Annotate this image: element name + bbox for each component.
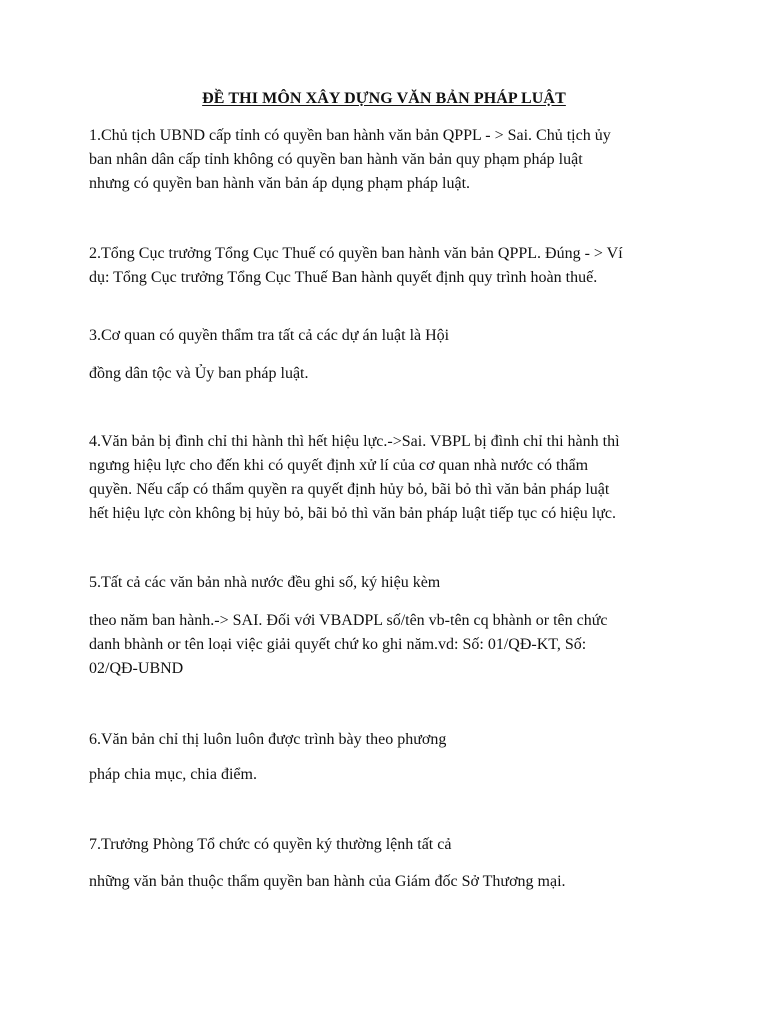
text-line: đồng dân tộc và Ủy ban pháp luật. <box>89 365 309 382</box>
question-5-body <box>89 609 689 681</box>
question-2 <box>89 242 689 290</box>
text-line: ngưng hiệu lực cho đến khi có quyết định xử lí của cơ quan nhà nước có thẩm <box>89 457 589 474</box>
text-line: 5.Tất cả các văn bản nhà nước đều ghi số, ký hiệu kèm <box>89 574 441 591</box>
question-3-line-b <box>89 362 689 386</box>
text-line: hết hiệu lực còn không bị hủy bỏ, bãi bỏ thì văn bản pháp luật tiếp tục có hiệu lực. <box>89 505 616 522</box>
text-line: dụ: Tổng Cục trưởng Tổng Cục Thuế Ban hành quyết định quy trình hoàn thuế. <box>89 269 598 286</box>
question-1 <box>89 124 689 196</box>
document-title: ĐỀ THI MÔN XÂY DỰNG VĂN BẢN PHÁP LUẬT <box>202 90 566 107</box>
question-4 <box>89 430 689 526</box>
text-line: những văn bản thuộc thẩm quyền ban hành của Giám đốc Sở Thương mại. <box>89 873 566 890</box>
text-line: ban nhân dân cấp tỉnh không có quyền ban hành văn bản quy phạm pháp luật <box>89 151 583 168</box>
text-line: 6.Văn bản chỉ thị luôn luôn được trình bày theo phương <box>89 731 447 748</box>
text-line: quyền. Nếu cấp có thẩm quyền ra quyết định hủy bỏ, bãi bỏ thì văn bản pháp luật <box>89 481 610 498</box>
text-line: 1.Chủ tịch UBND cấp tỉnh có quyền ban hành văn bản QPPL - > Sai. Chủ tịch ủy <box>89 127 611 144</box>
question-7-line-b <box>89 870 689 894</box>
text-line: theo năm ban hành.-> SAI. Đối với VBADPL số/tên vb-tên cq bhành or tên chức <box>89 612 608 629</box>
question-6-line-a <box>89 728 689 752</box>
text-line: pháp chia mục, chia điểm. <box>89 766 257 783</box>
text-line: nhưng có quyền ban hành văn bản áp dụng phạm pháp luật. <box>89 175 471 192</box>
text-line: danh bhành or tên loại việc giải quyết chứ ko ghi năm.vd: Số: 01/QĐ-KT, Số: <box>89 636 587 653</box>
text-line: 02/QĐ-UBND <box>89 660 184 677</box>
text-line: 4.Văn bản bị đình chỉ thi hành thì hết hiệu lực.->Sai. VBPL bị đình chỉ thi hành thì <box>89 433 620 450</box>
text-line: 3.Cơ quan có quyền thẩm tra tất cả các dự án luật là Hội <box>89 327 450 344</box>
text-line: 7.Trưởng Phòng Tổ chức có quyền ký thường lệnh tất cả <box>89 836 452 853</box>
question-7-line-a <box>89 833 689 857</box>
question-5-line-a <box>89 571 689 595</box>
question-6-line-b <box>89 763 689 787</box>
text-line: 2.Tổng Cục trưởng Tổng Cục Thuế có quyền ban hành văn bản QPPL. Đúng - > Ví <box>89 245 623 262</box>
question-3-line-a <box>89 324 689 348</box>
